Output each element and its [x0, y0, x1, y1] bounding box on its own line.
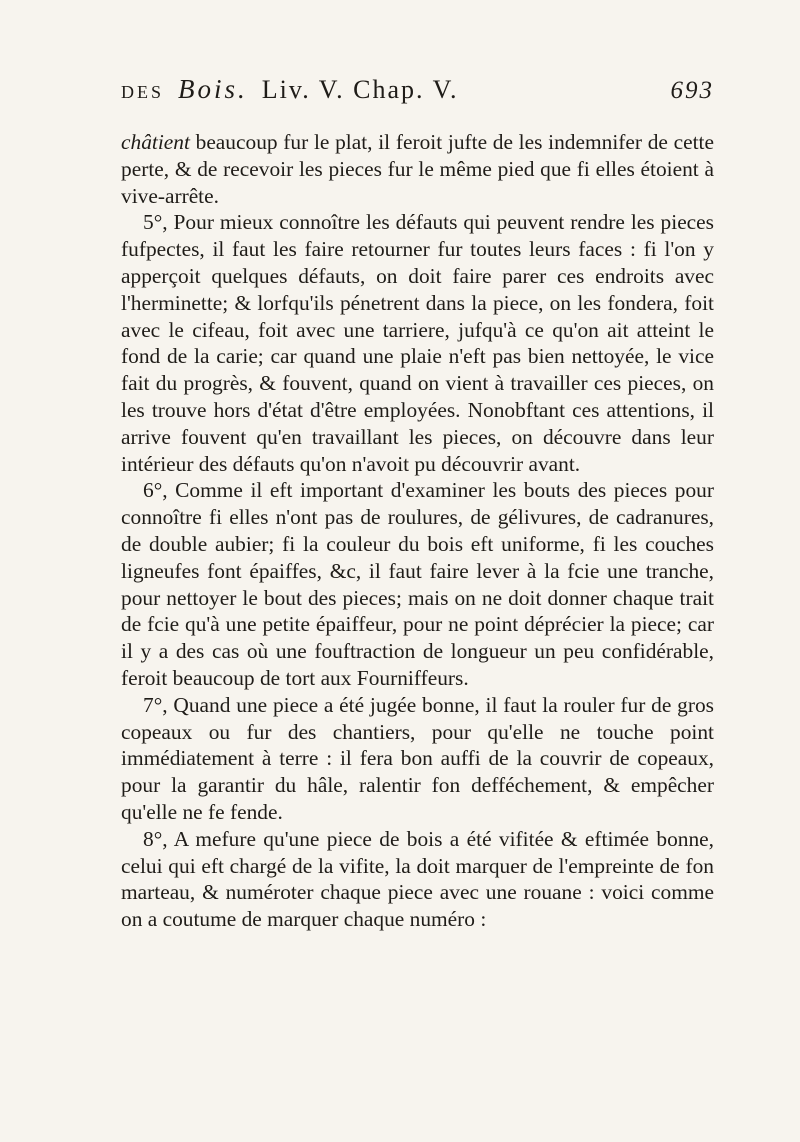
running-head-des: DES: [121, 82, 165, 102]
body-text: [121, 129, 714, 933]
paragraph-continuation: [121, 129, 714, 209]
paragraph-item-7: 7°, Quand une piece a été jugée bonne, il faut la rouler fur de gros copeaux ou fur des chantiers, pour qu'elle ne touche point immédiatement à terre : il fera bon auffi de la couvrir de copeaux, pour la garantir du hâle, ralentir fon defféchement, & empêcher qu'elle ne fe fende.: [121, 692, 714, 824]
running-head: [121, 74, 714, 105]
running-head-bois: Bois.: [178, 74, 248, 104]
paragraph-item-6: 6°, Comme il eft important d'examiner les bouts des pieces pour connoître fi elles n'ont pas de roulures, de gélivures, de cadranures, de double aubier; fi la couleur du bois eft uniforme, fi les couches ligneufes font épaiffes, &c, il faut faire lever à la fcie une tranche, pour nettoyer le bout des pieces; mais on ne doit donner chaque trait de fcie qu'à une petite épaiffeur, pour ne point déprécier la piece; car il y a des cas où une fouftraction de longueur un peu confidérable, feroit beaucoup de tort aux Fourniffeurs.: [121, 478, 714, 690]
paragraph-text: beaucoup fur le plat, il feroit jufte de les indemnifer de cette perte, & de recevoir les pieces fur le même pied que fi elles étoient à vive-arrête.: [121, 130, 714, 208]
paragraph-item-8: 8°, A mefure qu'une piece de bois a été vifitée & eftimée bonne, celui qui eft chargé de la vifite, la doit marquer de l'empreinte de fon marteau, & numéroter chaque piece avec une rouane : voici comme on a coutume de marquer chaque numéro :: [121, 826, 714, 932]
paragraph-lead-word: châtient: [121, 130, 190, 154]
running-head-title: [121, 74, 459, 105]
running-head-chapter: Liv. V. Chap. V.: [261, 75, 459, 104]
page-number: 693: [670, 77, 714, 104]
paragraph-item-5: 5°, Pour mieux connoître les défauts qui peuvent rendre les pieces fufpectes, il faut les faire retourner fur toutes leurs faces : fi l'on y apperçoit quelques défauts, on doit faire parer ces endroits avec l'herminette; & lorfqu'ils pénetrent dans la piece, on les fondera, foit avec le cifeau, foit avec une tarriere, jufqu'à ce qu'on ait atteint le fond de la carie; car quand une plaie n'eft pas bien nettoyée, le vice fait du progrès, & fouvent, quand on vient à travailler ces pieces, on les trouve hors d'état d'être employées. Nonobftant ces attentions, il arrive fouvent qu'en travaillant les pieces, on découvre dans leur intérieur des défauts qu'on n'avoit pu découvrir avant.: [121, 210, 714, 476]
